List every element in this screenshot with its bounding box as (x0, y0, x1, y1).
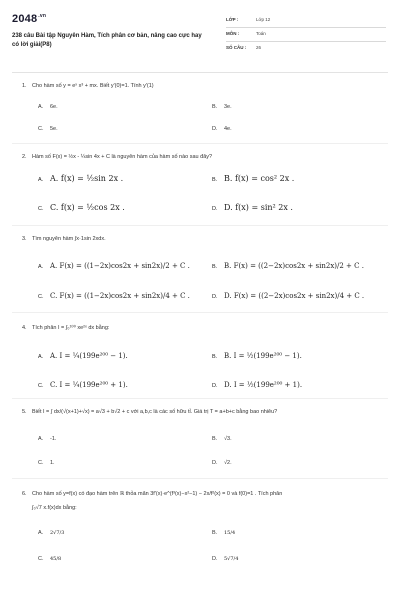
header-divider (12, 72, 388, 73)
question-separator (12, 312, 388, 313)
question-text: ∫₀√7 x.f(x)dx bằng: (32, 505, 77, 511)
option-text: 45/8 (50, 556, 62, 562)
option-text: A. I = ¼(199e²⁰⁰ − 1). (50, 352, 128, 360)
option-label: C. (38, 206, 44, 212)
question-separator (12, 143, 388, 144)
option-text: √3. (224, 436, 232, 442)
option-label: C. (38, 556, 44, 562)
option-b[interactable] (212, 530, 235, 536)
question-number: 5. (22, 409, 27, 415)
option-label: C. (38, 460, 44, 466)
page-header (0, 0, 400, 70)
option-label: A. (38, 530, 44, 536)
question-text: Cho hàm số y=f(x) có đạo hàm trên ℝ thỏa mãn 3f'(x)·e^(f³(x)−x²−1) − 2x/f²(x) = 0 và f(0)=1 . Tích phân (32, 491, 283, 497)
option-text: 15/4 (224, 530, 236, 536)
option-label: B. (212, 104, 218, 110)
logo-domain: .vn (38, 13, 47, 19)
meta-key: SỐ CÂU : (226, 45, 247, 50)
option-a[interactable] (38, 530, 64, 536)
option-label: C. (38, 383, 44, 389)
option-text: B. f(x) = cos² 2x . (224, 174, 295, 183)
meta-class (226, 14, 386, 28)
option-label: A. (38, 177, 44, 183)
option-text: D. I = ½(199e²⁰⁰ + 1). (224, 381, 303, 389)
question-text: Tích phân I = ∫₀¹⁰⁰ xe²ˣ dx bằng: (32, 325, 110, 331)
question-separator (12, 478, 388, 479)
option-label: B. (212, 177, 218, 183)
option-text: A. F(x) = ((1−2x)cos2x + sin2x)/2 + C . (50, 262, 190, 270)
option-c[interactable] (38, 126, 58, 132)
option-b[interactable] (212, 352, 302, 360)
option-a[interactable] (38, 436, 56, 442)
option-text: 2√7/3 (50, 530, 65, 536)
option-text: √2. (224, 460, 232, 466)
option-label: A. (38, 264, 44, 270)
meta-value: 26 (256, 45, 262, 50)
option-label: B. (212, 264, 218, 270)
option-c[interactable] (38, 292, 190, 300)
option-b[interactable] (212, 262, 364, 270)
option-label: B. (212, 354, 218, 360)
meta-value: Toán (256, 31, 266, 36)
option-label: D. (212, 126, 218, 132)
question-text: Biết I = ∫ dx/(√(x+1)+√x) = a√3 + b√2 + c với a,b,c là các số hữu tỉ. Giá trị T = a+b+c bằng bao nhiêu? (32, 409, 278, 415)
question-text: Tìm nguyên hàm ∫x·1sin 2xdx. (32, 236, 106, 242)
option-a[interactable] (38, 262, 190, 270)
option-text: -1. (50, 436, 57, 442)
option-text: 4e. (224, 126, 232, 132)
option-d[interactable] (212, 126, 232, 132)
option-d[interactable] (212, 460, 232, 466)
question-2 (22, 154, 212, 160)
option-label: C. (38, 126, 44, 132)
option-text: 1. (50, 460, 55, 466)
question-5 (22, 408, 387, 416)
option-d[interactable] (212, 292, 364, 300)
option-text: C. I = ¼(199e²⁰⁰ + 1). (50, 381, 128, 389)
option-c[interactable] (38, 203, 125, 212)
option-label: A. (38, 104, 44, 110)
question-separator (12, 225, 388, 226)
option-label: B. (212, 530, 218, 536)
question-number: 6. (22, 491, 27, 497)
meta-count (226, 42, 386, 56)
meta-key: LỚP : (226, 17, 239, 22)
option-d[interactable] (212, 203, 293, 212)
page-title: 238 câu Bài tập Nguyên Hàm, Tích phân cơ bản, nâng cao cực hay có lời giải(P8) (12, 33, 202, 48)
meta-value: Lớp 12 (256, 17, 271, 22)
option-label: D. (212, 383, 218, 389)
option-text: D. F(x) = ((2−2x)cos2x + sin2x)/4 + C . (224, 292, 365, 300)
option-label: D. (212, 294, 218, 300)
option-label: D. (212, 460, 218, 466)
option-text: 5√7/4 (224, 556, 239, 562)
question-text: Hàm số F(x) = ½x - ¼sin 4x + C là nguyên hàm của hàm số nào sau đây? (32, 154, 213, 160)
option-text: C. F(x) = ((1−2x)cos2x + sin2x)/4 + C . (50, 292, 190, 300)
option-c[interactable] (38, 460, 55, 466)
question-6-continued (32, 505, 77, 511)
question-4 (22, 325, 109, 331)
option-b[interactable] (212, 436, 232, 442)
question-6 (22, 490, 387, 498)
option-d[interactable] (212, 381, 302, 389)
option-label: A. (38, 436, 44, 442)
question-1 (22, 83, 154, 89)
question-text: Cho hàm số y = eˣ x³ + mx. Biết y'(0)=1. Tính y'(1) (32, 83, 154, 89)
option-c[interactable] (38, 556, 61, 562)
exam-meta (226, 14, 386, 56)
option-text: A. f(x) = ½sin 2x . (50, 174, 124, 183)
question-number: 3. (22, 236, 27, 242)
option-text: B. F(x) = ((2−2x)cos2x + sin2x)/2 + C . (224, 262, 364, 270)
option-b[interactable] (212, 104, 232, 110)
option-label: D. (212, 556, 218, 562)
option-a[interactable] (38, 352, 128, 360)
meta-subject (226, 28, 386, 42)
question-3 (22, 236, 106, 242)
option-label: B. (212, 436, 218, 442)
option-c[interactable] (38, 381, 128, 389)
option-label: D. (212, 206, 218, 212)
option-label: C. (38, 294, 44, 300)
question-number: 2. (22, 154, 27, 160)
option-text: 5e. (50, 126, 58, 132)
question-number: 1. (22, 83, 27, 89)
option-a[interactable] (38, 174, 123, 183)
question-number: 4. (22, 325, 27, 331)
option-label: A. (38, 354, 44, 360)
option-text: C. f(x) = ½cos 2x . (50, 203, 125, 212)
option-a[interactable] (38, 104, 58, 110)
option-b[interactable] (212, 174, 294, 183)
option-text: 3e. (224, 104, 232, 110)
meta-key: MÔN : (226, 31, 240, 36)
site-logo[interactable] (12, 13, 46, 25)
logo-text: 2048 (12, 13, 38, 25)
option-text: 6e. (50, 104, 58, 110)
question-separator (12, 398, 388, 399)
option-text: D. f(x) = sin² 2x . (224, 203, 293, 212)
option-text: B. I = ½(199e²⁰⁰ − 1). (224, 352, 302, 360)
option-d[interactable] (212, 556, 238, 562)
